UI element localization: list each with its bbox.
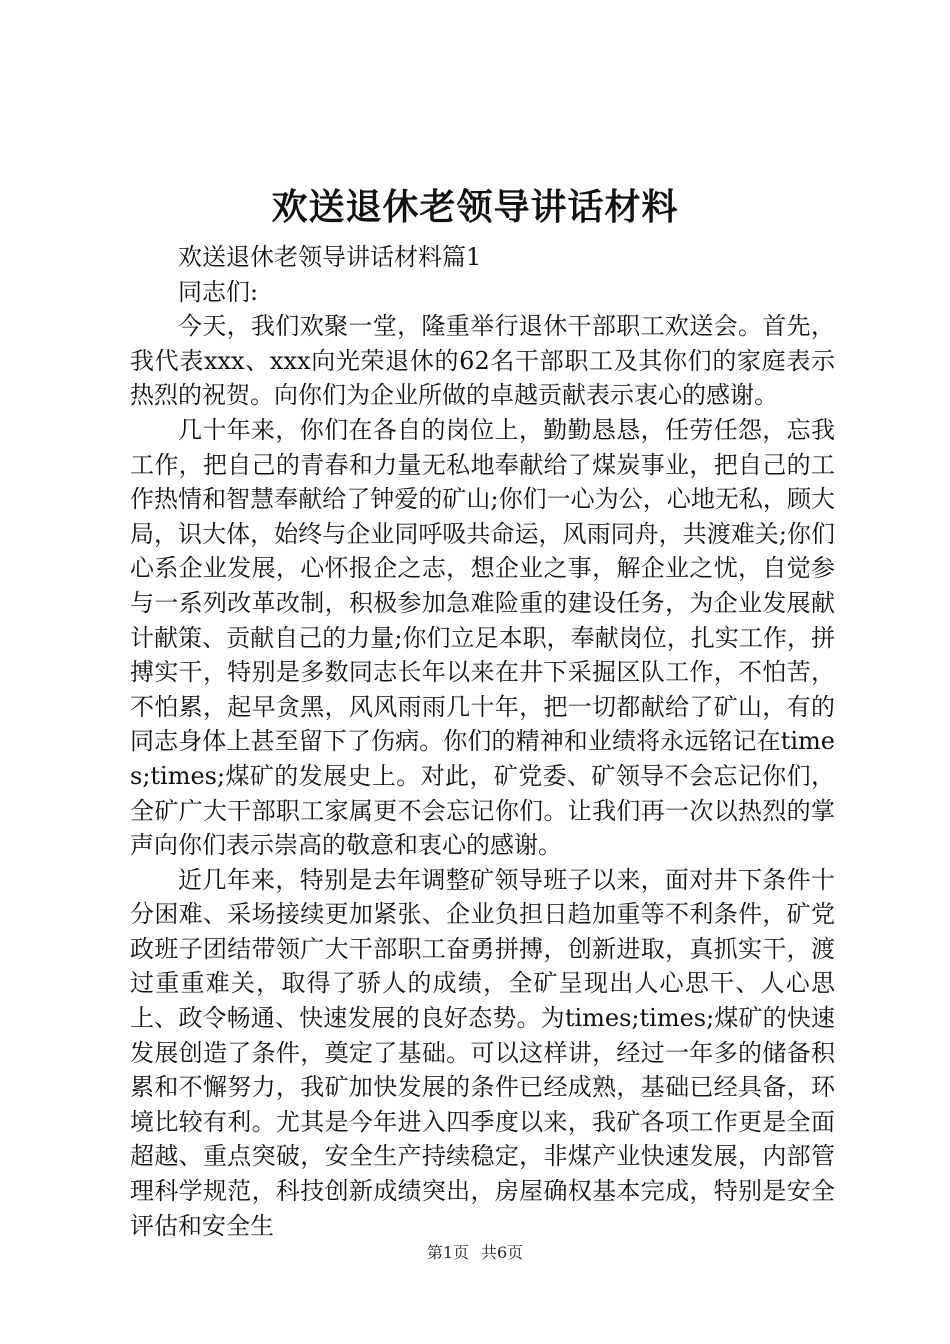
paragraph-3: 近几年来，特别是去年调整矿领导班子以来，面对井下条件十分困难、采场接续更加紧张、企业负担日趋加重等不利条件，矿党政班子团结带领广大干部职工奋勇拼搏，创新进取，真抓实干，渡过重重难关，取得了骄人的成绩，全矿呈现出人心思干、人心思上、政令畅通、快速发展的良好态势。为times;times;煤矿的快速发展创造了条件，奠定了基础。可以这样讲，经过一年多的储备积累和不懈努力，我矿加快发展的条件已经成熟，基础已经具备，环境比较有利。尤其是今年进入四季度以来，我矿各项工作更是全面超越、重点突破，安全生产持续稳定，非煤产业快速发展，内部管理科学规范，科技创新成绩突出，房屋确权基本完成，特别是安全评估和安全生 (130, 865, 835, 1240)
page-total: 共6页 (481, 1243, 524, 1262)
paragraph-2: 几十年来，你们在各自的岗位上，勤勤恳恳，任劳任怨，忘我工作，把自己的青春和力量无私地奉献给了煤炭事业，把自己的工作热情和智慧奉献给了钟爱的矿山;你们一心为公，心地无私，顾大局，识大体，始终与企业同呼吸共命运，风雨同舟，共渡难关;你们心系企业发展，心怀报企之志，想企业之事，解企业之忧，自觉参与一系列改革改制，积极参加急难险重的建设任务，为企业发展献计献策、贡献自己的力量;你们立足本职，奉献岗位，扎实工作，拼搏实干，特别是多数同志长年以来在井下采掘区队工作，不怕苦，不怕累，起早贪黑，风风雨雨几十年，把一切都献给了矿山，有的同志身体上甚至留下了伤病。你们的精神和业绩将永远铭记在times;times;煤矿的发展史上。对此，矿党委、矿领导不会忘记你们，全矿广大干部职工家属更不会忘记你们。让我们再一次以热烈的掌声向你们表示崇高的敬意和衷心的感谢。 (130, 415, 835, 860)
salutation: 同志们: (178, 277, 259, 306)
page-footer (0, 1242, 950, 1264)
document-body (130, 240, 835, 1243)
paragraph-1: 今天，我们欢聚一堂，隆重举行退休干部职工欢送会。首先，我代表xxx、xxx向光荣退休的62名干部职工及其你们的家庭表示热烈的祝贺。向你们为企业所做的卓越贡献表示衷心的感谢。 (130, 312, 835, 410)
section-heading: 欢送退休老领导讲话材料篇1 (178, 243, 482, 271)
page-number: 第1页 (426, 1243, 469, 1262)
page-title: 欢送退休老领导讲话材料 (271, 186, 679, 228)
